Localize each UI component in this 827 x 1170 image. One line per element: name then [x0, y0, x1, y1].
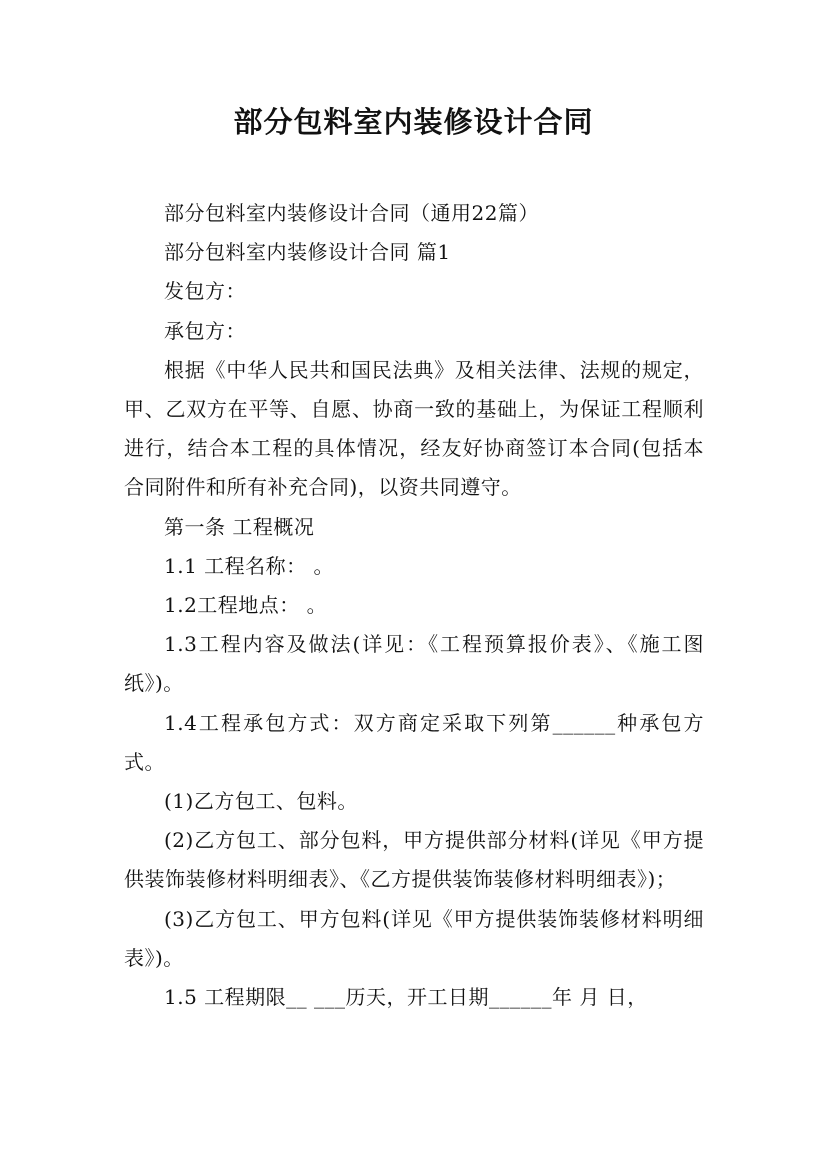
paragraph-clause-1-5: 1.5 工程期限__ ___历天，开工日期______年 月 日，: [164, 985, 648, 1010]
paragraph-article-1: 第一条 工程概况: [164, 514, 315, 539]
paragraph-option-2: (2)乙方包工、部分包料，甲方提供部分材料(详见《甲方提供装饰装修材料明细表》、《乙方提供装饰装修材料明细表》)；: [124, 828, 704, 892]
paragraph-employer: 发包方：: [164, 279, 246, 304]
paragraph-option-3: (3)乙方包工、甲方包料(详见《甲方提供装饰装修材料明细表》)。: [124, 906, 704, 970]
document-body: [124, 194, 704, 1017]
paragraph-clause-1-4: 1.4工程承包方式：双方商定采取下列第______种承包方式。: [124, 710, 704, 774]
paragraph-clause-1-3: 1.3工程内容及做法(详见：《工程预算报价表》、《施工图纸》)。: [124, 632, 704, 696]
paragraph-section-heading: 部分包料室内装修设计合同 篇1: [164, 240, 451, 265]
paragraph-subtitle: 部分包料室内装修设计合同（通用22篇）: [164, 201, 539, 225]
paragraph-contractor: 承包方：: [164, 318, 246, 343]
paragraph-preamble: 根据《中华人民共和国民法典》及相关法律、法规的规定，甲、乙双方在平等、自愿、协商一致的基础上，为保证工程顺利进行，结合本工程的具体情况，经友好协商签订本合同(包括本合同附件和所有补充合同)，以资共同遵守。: [124, 357, 704, 500]
paragraph-option-1: (1)乙方包工、包料。: [164, 789, 358, 814]
paragraph-clause-1-1: 1.1 工程名称： 。: [164, 553, 335, 578]
paragraph-clause-1-2: 1.2工程地点： 。: [164, 593, 328, 618]
document-title: 部分包料室内装修设计合同: [233, 105, 594, 139]
